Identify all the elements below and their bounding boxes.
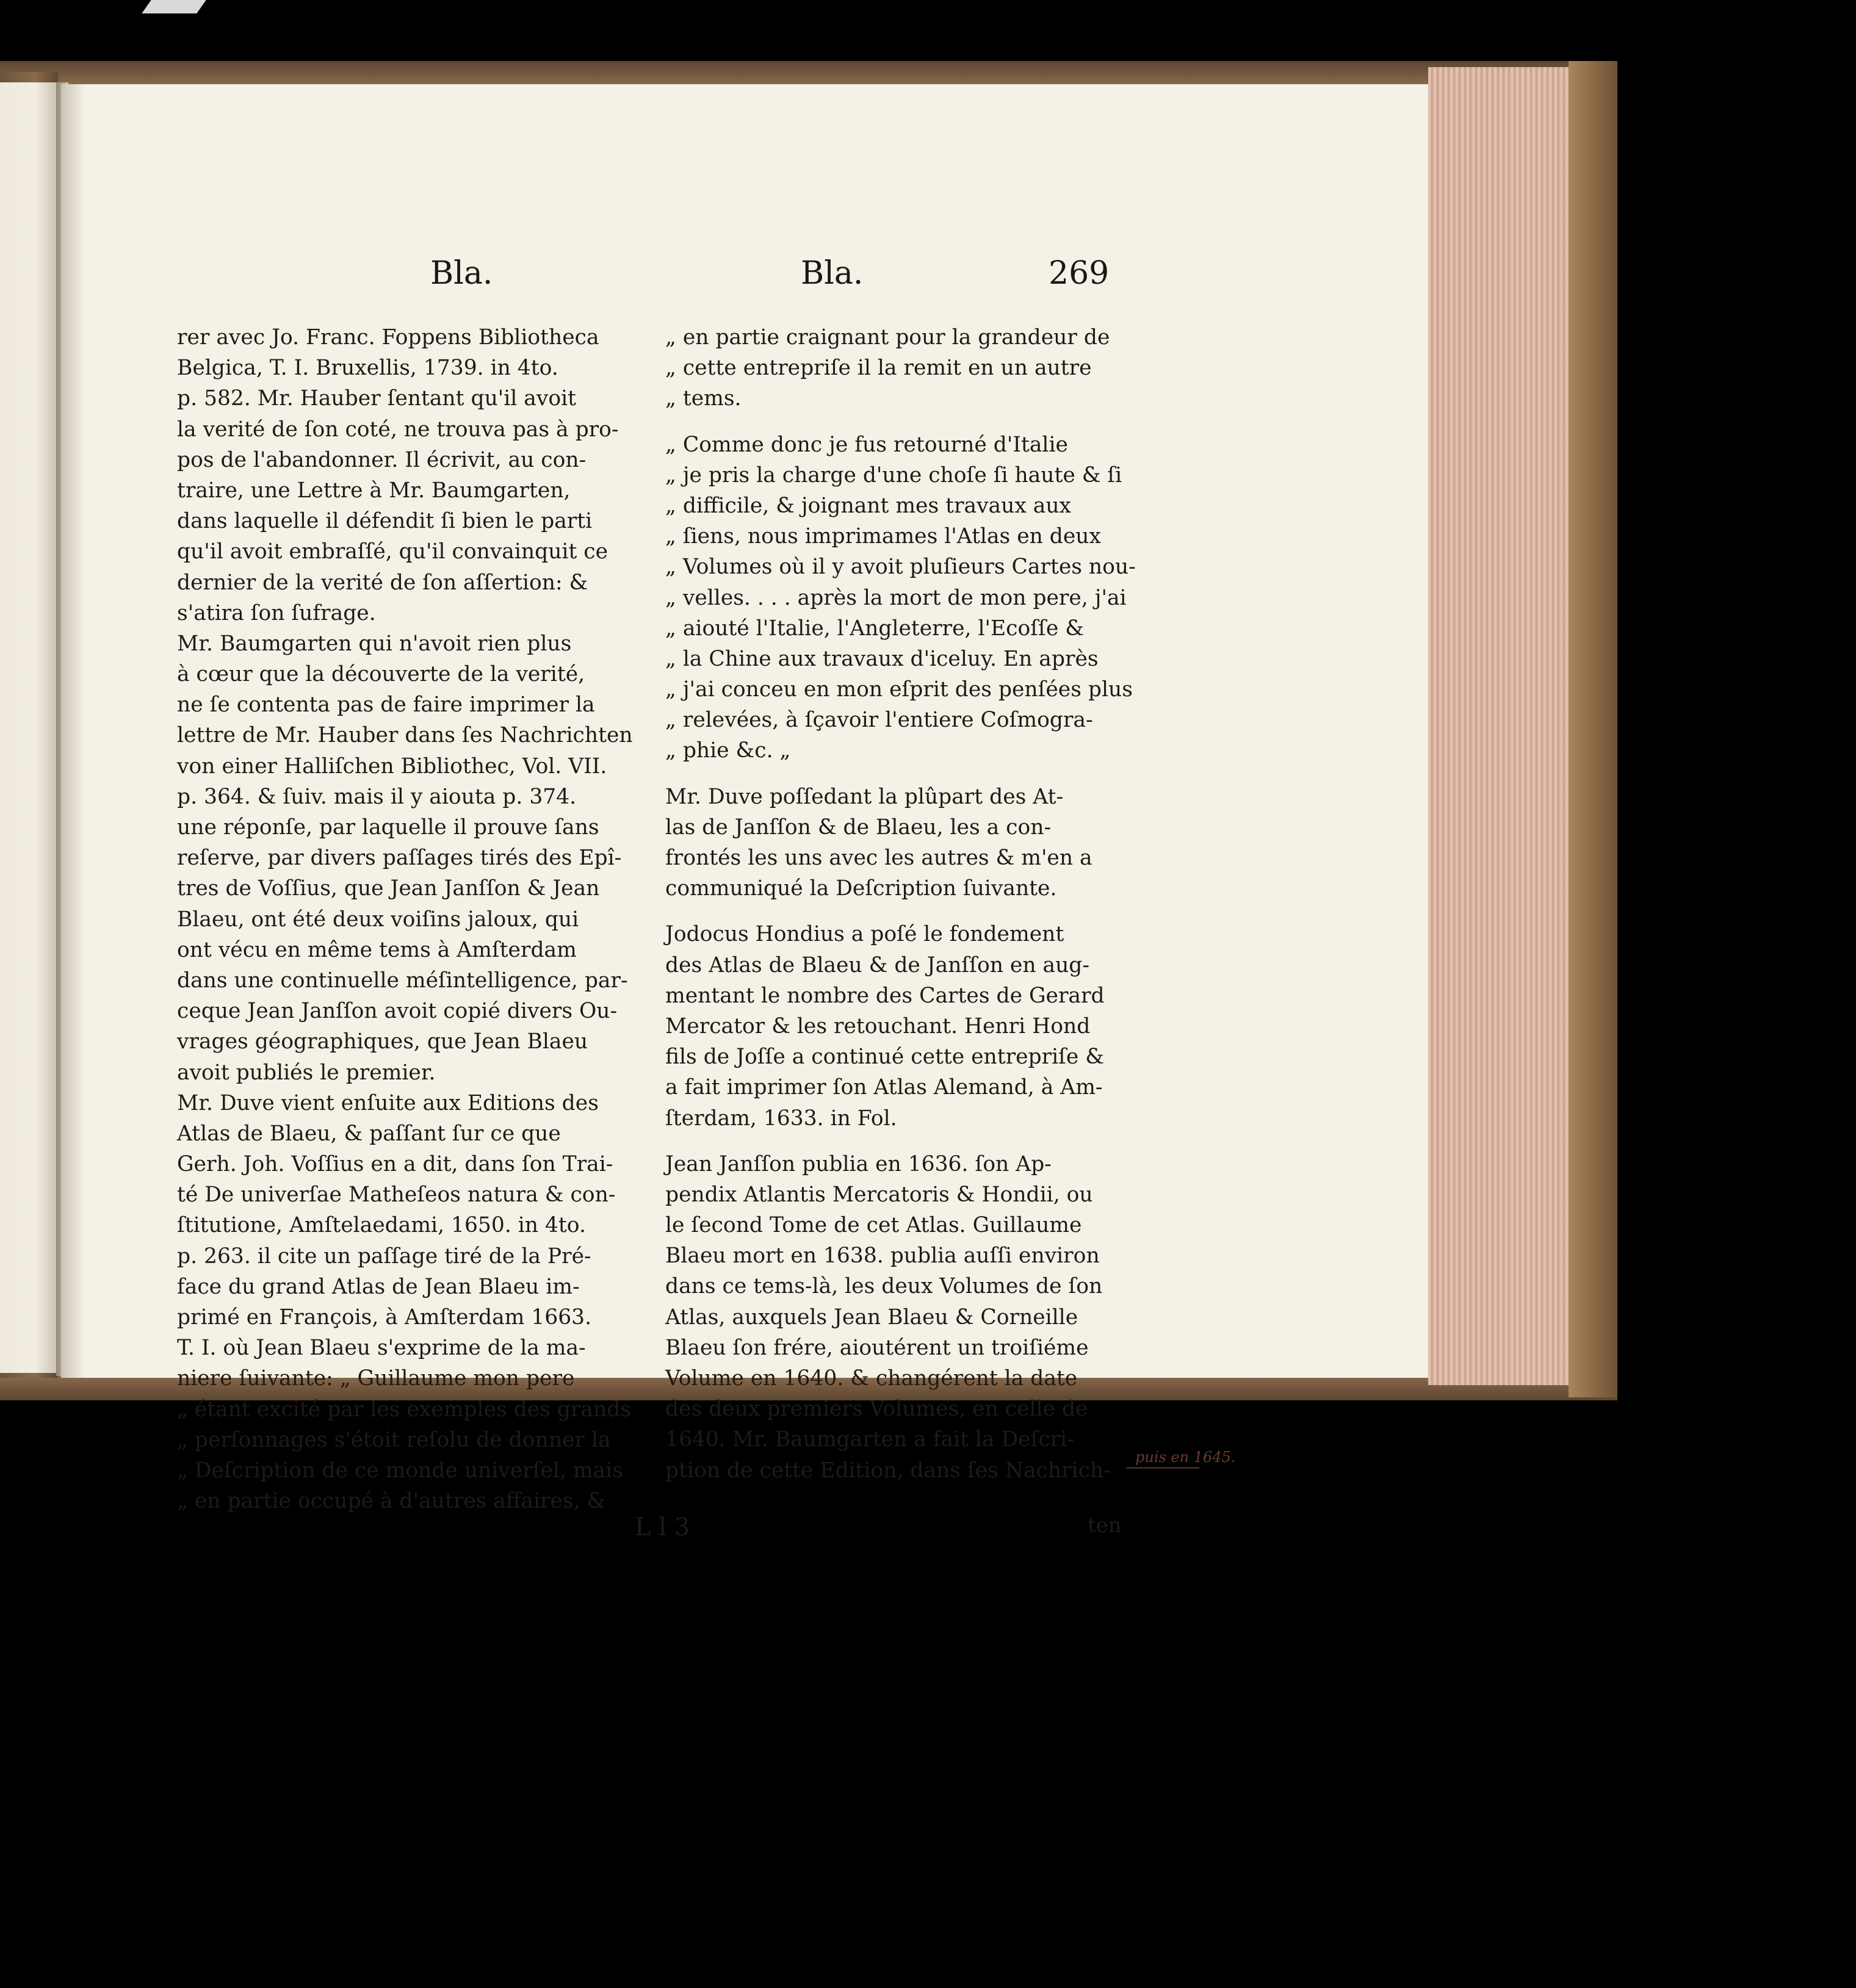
text-line: vrages géographiques, que Jean Blaeu — [177, 1029, 588, 1054]
text-line: rer avec Jo. Franc. Foppens Bibliotheca — [177, 325, 599, 350]
text-line: Mr. Duve poſſedant la plûpart des At- — [665, 784, 1064, 809]
left-text-column — [177, 322, 633, 1516]
corner-mark — [142, 0, 206, 13]
text-line: lettre de Mr. Hauber dans ſes Nachrichten — [177, 723, 633, 748]
text-line: von einer Halliſchen Bibliothec, Vol. VII. — [177, 754, 607, 779]
text-line: Jodocus Hondius a poſé le fondement — [665, 922, 1064, 947]
text-line: p. 263. il cite un paſſage tiré de la Pré- — [177, 1244, 591, 1269]
text-line: „ en partie craignant pour la grandeur de — [665, 325, 1110, 350]
text-line: Gerh. Joh. Voſſius en a dit, dans ſon Trai- — [177, 1152, 613, 1177]
paragraph-gap — [665, 766, 1117, 782]
catchword: ten — [1088, 1513, 1122, 1538]
text-line: Blaeu, ont été deux voiſins jaloux, qui — [177, 907, 579, 932]
text-line: mentant le nombre des Cartes de Gerard — [665, 983, 1105, 1008]
text-line: „ étant excité par les exemples des grands — [177, 1397, 631, 1422]
text-line: Mercator & les retouchant. Henri Hond — [665, 1014, 1091, 1039]
text-line: tres de Voſſius, que Jean Janſſon & Jean — [177, 876, 600, 901]
facing-page-edge — [0, 82, 58, 1373]
text-line: des Atlas de Blaeu & de Janſſon en aug- — [665, 953, 1090, 978]
text-line: Atlas, auxquels Jean Blaeu & Corneille — [665, 1305, 1078, 1330]
paragraph-gap — [665, 1134, 1117, 1149]
signature-mark: L l 3 — [635, 1513, 690, 1541]
text-line: „ difficile, & joignant mes travaux aux — [665, 493, 1072, 518]
text-line: „ tems. — [665, 386, 742, 411]
running-head-left: Bla. — [430, 255, 493, 292]
margin-annotation: puis en 1645. — [1135, 1449, 1236, 1466]
text-line: p. 364. & ſuiv. mais il y aiouta p. 374. — [177, 784, 577, 809]
text-line: „ ſiens, nous imprimames l'Atlas en deux — [665, 524, 1101, 549]
text-line: „ Comme donc je fus retourné d'Italie — [665, 432, 1068, 457]
text-line: frontés les uns avec les autres & m'en a — [665, 846, 1092, 870]
text-line: ceque Jean Janſſon avoit copié divers Ou- — [177, 999, 618, 1024]
text-line: Blaeu ſon frére, aioutérent un troiſiéme — [665, 1335, 1089, 1360]
text-line: „ aiouté l'Italie, l'Angleterre, l'Ecoſſe & — [665, 616, 1084, 641]
text-line: des deux premiers Volumes, en celle de — [665, 1397, 1088, 1422]
text-line: ption de cette Edition, dans ſes Nachrich- — [665, 1458, 1111, 1483]
running-head-center: Bla. — [801, 255, 864, 292]
binding-top — [0, 61, 1617, 85]
text-line: las de Janſſon & de Blaeu, les a con- — [665, 815, 1052, 840]
text-line: à cœur que la découverte de la verité, — [177, 662, 585, 687]
text-line: dans une continuelle méſintelligence, par- — [177, 968, 628, 993]
text-line: ſtitutione, Amſtelaedami, 1650. in 4to. — [177, 1213, 586, 1238]
text-line: primé en François, à Amſterdam 1663. — [177, 1305, 592, 1330]
text-line: „ cette entrepriſe il la remit en un autre — [665, 356, 1092, 381]
text-line: „ Volumes où il y avoit pluſieurs Cartes nou- — [665, 555, 1136, 580]
text-line: a fait imprimer ſon Atlas Alemand, à Am- — [665, 1075, 1103, 1100]
text-line: avoit publiés le premier. — [177, 1060, 436, 1085]
text-line: Volume en 1640. & changérent la date — [665, 1366, 1078, 1391]
text-line: dans ce tems-là, les deux Volumes de ſon — [665, 1274, 1103, 1299]
text-line: „ en partie occupé à d'autres affaires, & — [177, 1489, 606, 1514]
text-line: dernier de la verité de ſon aſſertion: & — [177, 570, 588, 595]
text-line: niere ſuivante: „ Guillaume mon pere — [177, 1366, 575, 1391]
text-line: fils de Joſſe a continué cette entrepriſe & — [665, 1045, 1105, 1070]
text-line: Blaeu mort en 1638. publia auſſi environ — [665, 1244, 1100, 1269]
text-line: „ la Chine aux travaux d'iceluy. En après — [665, 646, 1099, 671]
paragraph-gap — [665, 904, 1117, 919]
text-line: ont vécu en même tems à Amſterdam — [177, 937, 577, 962]
text-line: communiqué la Deſcription ſuivante. — [665, 876, 1057, 901]
text-line: dans laquelle il défendit ſi bien le parti — [177, 509, 593, 534]
text-line: pos de l'abandonner. Il écrivit, au con- — [177, 447, 587, 472]
text-line: T. I. où Jean Blaeu s'exprime de la ma- — [177, 1336, 586, 1361]
text-line: Mr. Duve vient enſuite aux Editions des — [177, 1090, 599, 1115]
text-line: traire, une Lettre à Mr. Baumgarten, — [177, 478, 571, 503]
text-line: qu'il avoit embraſſé, qu'il convainquit ce — [177, 539, 608, 564]
page-number: 269 — [1049, 255, 1110, 292]
text-line: 1640. Mr. Baumgarten a fait la Deſcri- — [665, 1427, 1074, 1452]
page-shadow — [61, 84, 85, 1378]
text-line: „ Deſcription de ce monde univerſel, mais — [177, 1458, 623, 1483]
text-line: reſerve, par divers paſſages tirés des Epî- — [177, 846, 622, 871]
text-line: Mr. Baumgarten qui n'avoit rien plus — [177, 631, 572, 656]
text-line: Jean Janſſon publia en 1636. ſon Ap- — [665, 1151, 1052, 1176]
text-line: „ perſonnages s'étoit reſolu de donner la — [177, 1427, 611, 1452]
text-line: Atlas de Blaeu, & paſſant ſur ce que — [177, 1121, 561, 1146]
text-line: „ relevées, à ſçavoir l'entiere Coſmogra- — [665, 708, 1093, 733]
text-line: le ſecond Tome de cet Atlas. Guillaume — [665, 1213, 1082, 1238]
text-line: „ velles. . . . après la mort de mon pere, j'ai — [665, 585, 1127, 610]
text-line: p. 582. Mr. Hauber ſentant qu'il avoit — [177, 386, 577, 411]
text-line: Belgica, T. I. Bruxellis, 1739. in 4to. — [177, 356, 558, 381]
text-line: ſterdam, 1633. in Fol. — [665, 1106, 897, 1131]
page-block-edges — [1428, 67, 1575, 1385]
text-line: ne ſe contenta pas de faire imprimer la — [177, 693, 595, 718]
annotation-underline — [1126, 1467, 1199, 1469]
text-line: une réponſe, par laquelle il prouve ſans — [177, 815, 599, 840]
paragraph-gap — [665, 414, 1117, 430]
text-line: „ je pris la charge d'une choſe ſi haute & ſi — [665, 463, 1122, 488]
text-line: pendix Atlantis Mercatoris & Hondii, ou — [665, 1182, 1093, 1207]
text-line: la verité de ſon coté, ne trouva pas à pro- — [177, 417, 619, 442]
right-text-column — [665, 322, 1136, 1486]
text-line: s'atira ſon ſufrage. — [177, 600, 376, 625]
text-line: „ j'ai conceu en mon eſprit des penſées plus — [665, 677, 1133, 702]
binding-right — [1569, 61, 1617, 1397]
text-line: té De univerſae Matheſeos natura & con- — [177, 1183, 616, 1208]
text-line: „ phie &c. „ — [665, 738, 791, 763]
text-line: face du grand Atlas de Jean Blaeu im- — [177, 1274, 580, 1299]
